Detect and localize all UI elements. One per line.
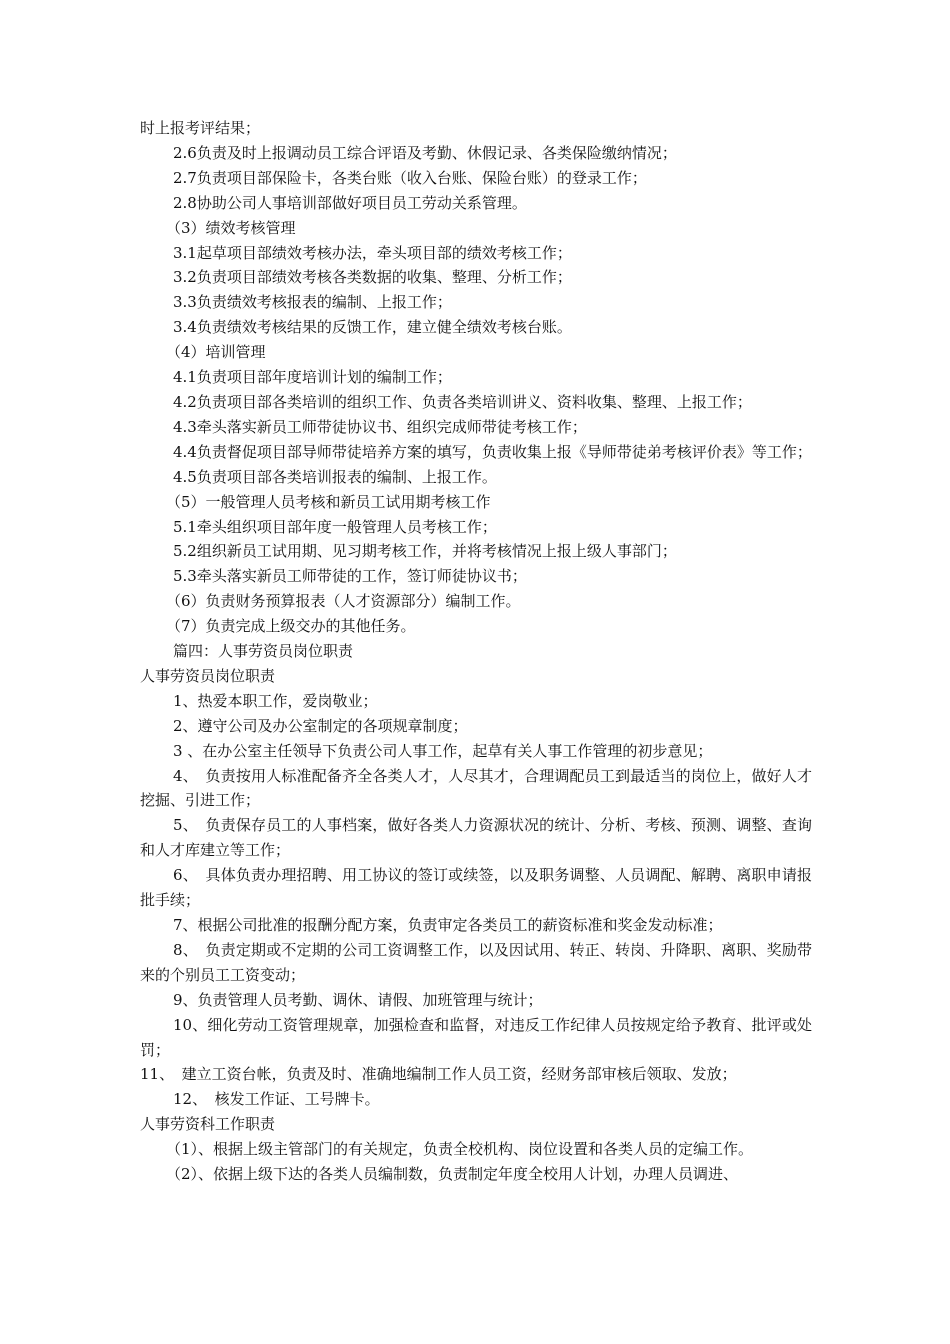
- paragraph: 5.3牵头落实新员工师带徒的工作，签订师徒协议书；: [173, 567, 527, 586]
- paragraph: 2.8协助公司人事培训部做好项目员工劳动关系管理。: [173, 193, 527, 212]
- paragraph: 2.6负责及时上报调动员工综合评语及考勤、休假记录、各类保险缴纳情况；: [173, 143, 677, 162]
- paragraph: （1）、根据上级主管部门的有关规定，负责全校机构、岗位设置和各类人员的定编工作。: [166, 1140, 754, 1159]
- paragraph: （3）绩效考核管理: [166, 218, 296, 237]
- paragraph: 1、热爱本职工作，爱岗敬业；: [173, 691, 378, 710]
- paragraph: 4、 负责按用人标准配备齐全各类人才，人尽其才，合理调配员工到最适当的岗位上，做好人才挖掘、引进工作；: [140, 766, 812, 810]
- paragraph: 4.2负责项目部各类培训的组织工作、负责各类培训讲义、资料收集、整理、上报工作；: [173, 392, 752, 411]
- paragraph: 4.1负责项目部年度培训计划的编制工作；: [173, 368, 452, 387]
- paragraph: 8、 负责定期或不定期的公司工资调整工作，以及因试用、转正、转岗、升降职、离职、奖励带来的个别员工工资变动；: [140, 940, 812, 984]
- paragraph: 3.4负责绩效考核结果的反馈工作，建立健全绩效考核台账。: [173, 318, 572, 337]
- paragraph: （5）一般管理人员考核和新员工试用期考核工作: [166, 492, 491, 511]
- paragraph: 7、根据公司批准的报酬分配方案，负责审定各类员工的薪资标准和奖金发动标准；: [173, 916, 723, 934]
- paragraph: 2.7负责项目部保险卡，各类台账（收入台账、保险台账）的登录工作；: [173, 168, 647, 187]
- paragraph: 5.2组织新员工试用期、见习期考核工作，并将考核情况上报上级人事部门；: [173, 542, 677, 561]
- paragraph: 4.4负责督促项目部导师带徒培养方案的填写，负责收集上报《导师带徒弟考核评价表》等工作；: [173, 442, 812, 461]
- paragraph: （2）、依据上级下达的各类人员编制数，负责制定年度全校用人计划，办理人员调进、: [166, 1165, 739, 1184]
- paragraph: 12、 核发工作证、工号牌卡。: [173, 1090, 380, 1109]
- paragraph: 4.3牵头落实新员工师带徒协议书、组织完成师带徒考核工作；: [173, 417, 587, 436]
- paragraph: 5、 负责保存员工的人事档案，做好各类人力资源状况的统计、分析、考核、预测、调整、查询和人才库建立等工作；: [140, 816, 812, 860]
- paragraph: 11、 建立工资台帐，负责及时、准确地编制工作人员工资，经财务部审核后领取、发放；: [140, 1065, 737, 1084]
- paragraph: 人事劳资员岗位职责: [140, 666, 276, 685]
- paragraph: （6）负责财务预算报表（人才资源部分）编制工作。: [166, 592, 521, 611]
- paragraph: 3.2负责项目部绩效考核各类数据的收集、整理、分析工作；: [173, 268, 572, 287]
- paragraph: 10、细化劳动工资管理规章，加强检查和监督，对违反工作纪律人员按规定给予教育、批评或处罚；: [140, 1015, 812, 1059]
- paragraph: 9、负责管理人员考勤、调休、请假、加班管理与统计；: [173, 990, 543, 1009]
- paragraph: 篇四：人事劳资员岗位职责: [173, 642, 354, 661]
- paragraph: 2、遵守公司及办公室制定的各项规章制度；: [173, 716, 468, 735]
- paragraph: 3.3负责绩效考核报表的编制、上报工作；: [173, 293, 452, 312]
- paragraph: 6、 具体负责办理招聘、用工协议的签订或续签，以及职务调整、人员调配、解聘、离职申请报批手续；: [140, 866, 812, 910]
- paragraph: 5.1牵头组织项目部年度一般管理人员考核工作；: [173, 517, 497, 536]
- paragraph: 3.1起草项目部绩效考核办法，牵头项目部的绩效考核工作；: [173, 243, 572, 262]
- paragraph: （7）负责完成上级交办的其他任务。: [166, 617, 416, 636]
- paragraph: 时上报考评结果；: [140, 119, 261, 137]
- paragraph: 3 、在办公室主任领导下负责公司人事工作，起草有关人事工作管理的初步意见；: [173, 741, 713, 760]
- paragraph: 人事劳资科工作职责: [140, 1115, 276, 1134]
- paragraph: （4）培训管理: [166, 343, 266, 362]
- paragraph: 4.5负责项目部各类培训报表的编制、上报工作。: [173, 467, 497, 486]
